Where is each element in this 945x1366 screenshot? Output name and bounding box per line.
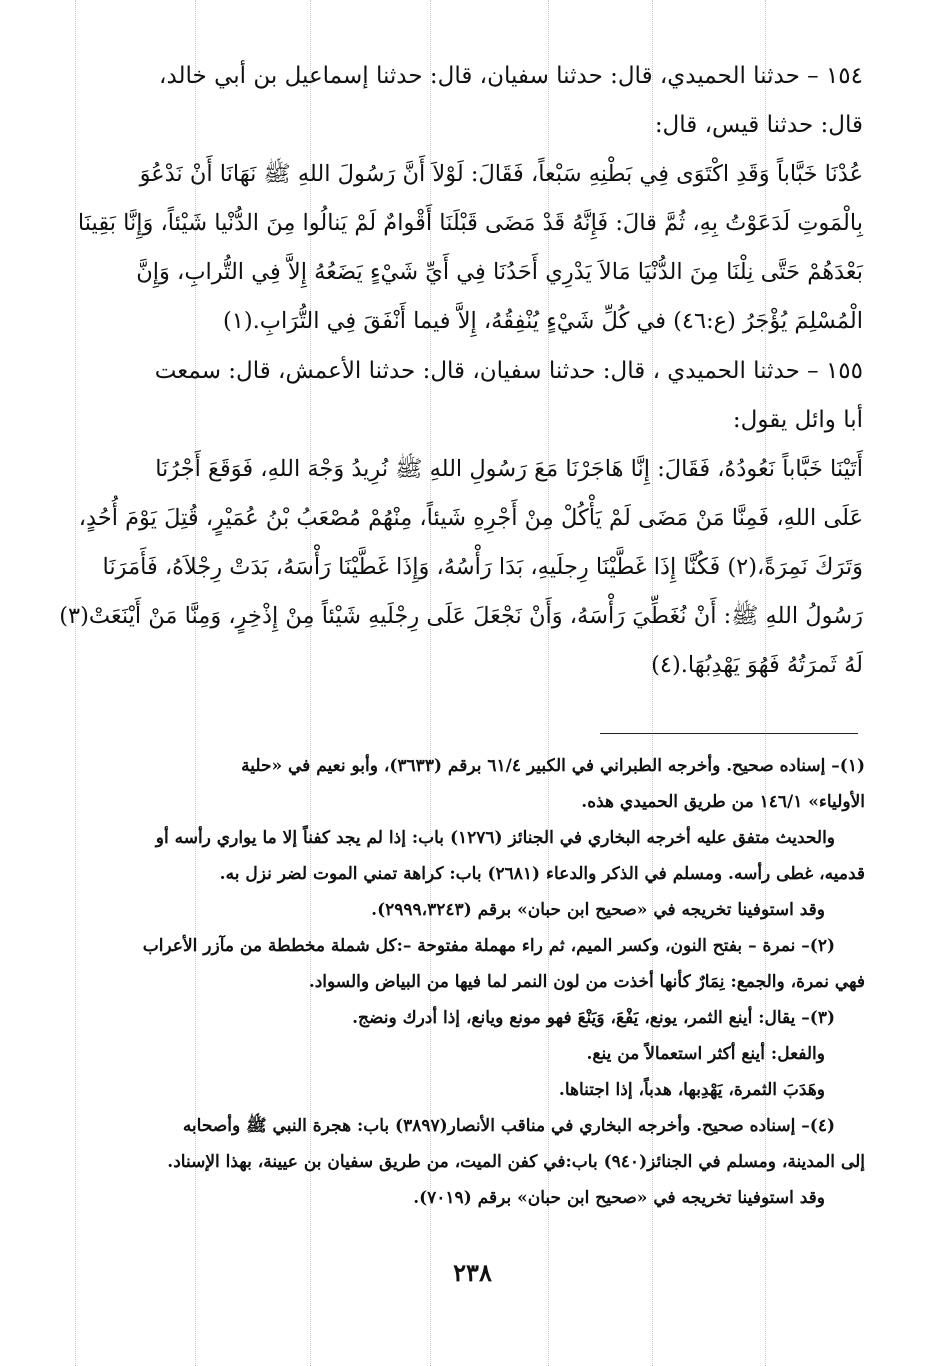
hadith-154-text-line: عُدْنَا خَبَّاباً وَقَدِ اكْتَوَى فِي بَطْنِهِ سَبْعاً، فَقَالَ: لَوْلاَ أَنَّ رَسُولَ اللهِ ﷺ نَهَانَا أَنْ نَدْعُوَ <box>139 161 863 187</box>
footnotes <box>70 752 865 1220</box>
hadith-155-text-line: أَتَيْنَا خَبَّاباً نَعُودُهُ، فَقَالَ: إِنَّا هَاجَرْنَا مَعَ رَسُولِ اللهِ ﷺ نُرِيدُ وَجْهَ اللهِ، فَوَقَعَ أَجْرُنَا <box>155 456 863 482</box>
footnote-2-cont: فهي نمرة، والجمع: نِمَارٌ كأنها أخذت من لون النمر لما فيها من البياض والسواد. <box>308 972 865 992</box>
footnote-3: (٣)– يقال: أينع الثمر، يونع، يَفْعَ، وَيَنْعَ فهو مونع ويانع، إذا أدرك ونضج. <box>352 1008 835 1028</box>
hadith-155-header: ١٥٥ – حدثنا الحميدي ، قال: حدثنا سفيان، قال: حدثنا الأعمش، قال: سمعت <box>154 358 863 384</box>
hadith-154-text-line: بِالْمَوتِ لَدَعَوْتُ بِهِ، ثُمَّ قالَ: فَإِنَّهُ قَدْ مَضَى قَبْلَنَا أَقْوامٌ لَمْ يَنالُوا مِنَ الدُّنْيا شَيْئاً، وَإِنَّا بَقِينَا <box>77 210 863 236</box>
footnote-4-cont: إلى المدينة، ومسلم في الجنائز(٩٤٠) باب:في كفن الميت، من طريق سفيان بن عيينة، بهذا الإسناد. <box>167 1152 865 1172</box>
footnote-separator <box>600 733 858 734</box>
footnote-4-reference: وقد استوفينا تخريجه في «صحيح ابن حبان» برقم (٧٠١٩). <box>413 1188 825 1208</box>
hadith-154-header: ١٥٤ – حدثنا الحميدي، قال: حدثنا سفيان، قال: حدثنا إسماعيل بن أبي خالد، <box>159 63 863 89</box>
footnote-1-note-cont: قدميه، غطى رأسه. ومسلم في الذكر والدعاء (٢٦٨١) باب: كراهة تمني الموت لضر نزل به. <box>219 864 865 884</box>
footnote-3-verb: والفعل: أينع أكثر استعمالاً من ينع. <box>586 1044 825 1064</box>
hadith-155-text-line: وَتَرَكَ نَمِرَةً،(٢) فَكُنَّا إِذَا غَطَّيْنَا رِجلَيهِ، بَدَا رَأْسُهُ، وَإِذَا غَطَّيْنَا رَأْسَهُ، بَدَتْ رِجْلاَهُ، فَأَمَرَنَا <box>102 554 863 580</box>
hadith-154-text-line: الْمُسْلِمَ يُؤْجَرُ (ع:٤٦) في كُلِّ شَيْءٍ يُنْفِقُهُ، إِلاَّ فيما أَنْفَقَ فِي التُّرَابِ.(١) <box>222 308 863 334</box>
hadith-154-chain: قال: حدثنا قيس، قال: <box>654 112 863 138</box>
footnote-2: (٢)– نمرة – بفتح النون، وكسر الميم، ثم راء مهملة مفتوحة –:كل شملة مخططة من مآزر الأعراب <box>142 936 835 956</box>
hadith-155-text-line: عَلَى اللهِ، فَمِنَّا مَنْ مَضَى لَمْ يَأْكُلْ مِنْ أَجْرِهِ شَيئاً، مِنْهُمْ مُصْعَبُ بْنُ عُمَيْرٍ، قُتِلَ يَوْمَ أُحُدٍ، <box>78 505 863 531</box>
footnote-1: (١)– إسناده صحيح. وأخرجه الطبراني في الكبير ٦١/٤ برقم (٣٦٣٣)، وأبو نعيم في «حلية <box>241 756 865 776</box>
hadith-text <box>59 58 863 696</box>
hadith-155-text-line: لَهُ ثَمرَتُهُ فَهُوَ يَهْدِبُهَا.(٤) <box>651 652 863 678</box>
page-number: ٢٣٨ <box>453 1258 492 1287</box>
footnote-4: (٤)– إسناده صحيح. وأخرجه البخاري في مناقب الأنصار(٣٨٩٧) باب: هجرة النبي ﷺ وأصحابه <box>182 1116 835 1136</box>
hadith-155-text-line: رَسُولُ اللهِ ﷺ: أَنْ نُغَطِّيَ رَأْسَهُ، وَأَنْ نَجْعَلَ عَلَى رِجْلَيهِ شَيْئاً مِنْ إِذْخِرٍ، وَمِنَّا مَنْ أَيْنَعَتْ(٣) <box>59 603 863 629</box>
footnote-3-meaning: وهَدَبَ الثمرة، يَهْدِبها، هدباً، إذا اجتناها. <box>558 1080 825 1100</box>
footnote-1-cont: الأولياء» ١٤٦/١ من طريق الحميدي هذه. <box>581 792 865 812</box>
hadith-154-text-line: بَعْدَهُمْ حَتَّى نِلْنَا مِنَ الدُّنْيَا مَالاَ يَدْرِي أَحَدُنَا فِي أَيِّ شَيْءٍ يَضَعُهُ إِلاَّ فِي التُّرابِ، وَإِنَّ <box>136 259 863 285</box>
footnote-1-note: والحديث متفق عليه أخرجه البخاري في الجنائز (١٢٧٦) باب: إذا لم يجد كفناً إلا ما يواري رأسه أو <box>155 828 835 848</box>
hadith-155-chain: أبا وائل يقول: <box>732 407 863 433</box>
footnote-1-reference: وقد استوفينا تخريجه في «صحيح ابن حبان» برقم (٢٩٩٩،٣٢٤٣). <box>371 900 825 920</box>
